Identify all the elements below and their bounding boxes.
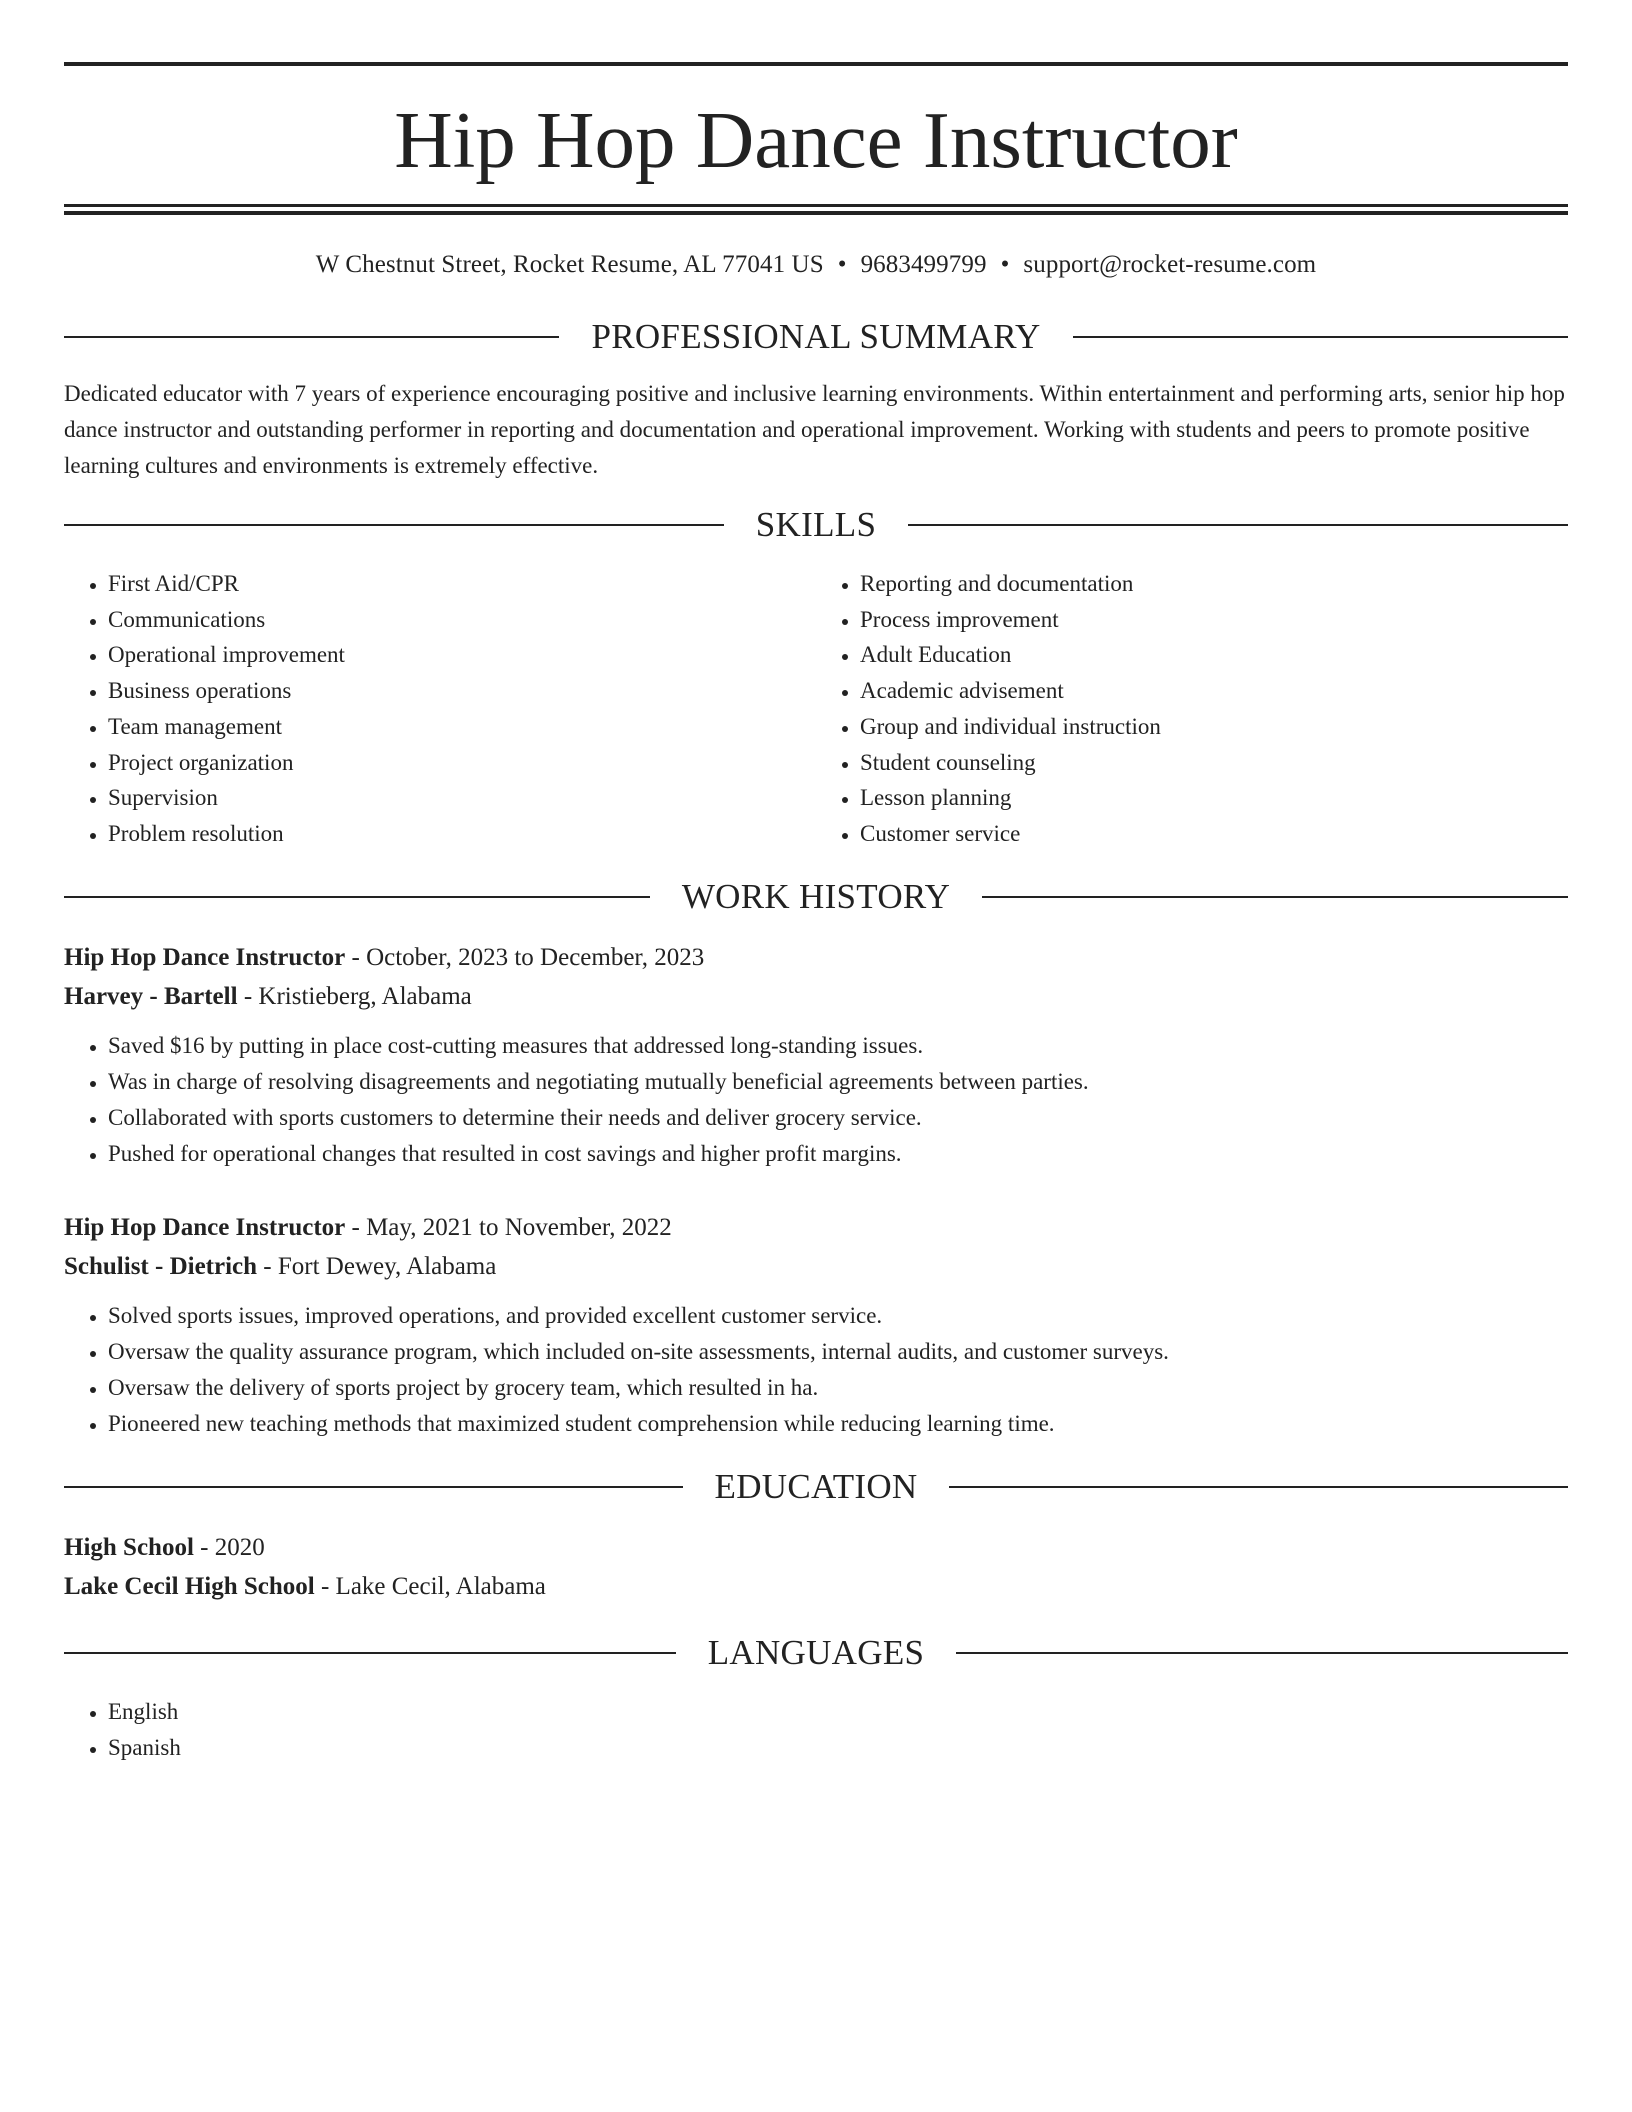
contact-separator: •	[1000, 251, 1010, 278]
contact-email: support@rocket-resume.com	[1023, 251, 1317, 278]
job-location: - Kristieberg, Alabama	[237, 982, 472, 1010]
languages-list	[64, 1694, 1568, 1766]
contact-phone: 9683499799	[860, 251, 987, 278]
skill-item: • Adult Education	[860, 637, 1568, 673]
job-bullet: • Saved $16 by putting in place cost-cutting measures that addressed long-standing issues.	[108, 1028, 1568, 1064]
skill-item: • Academic advisement	[860, 673, 1568, 709]
skill-item: • Supervision	[108, 780, 816, 816]
education-degree: High School	[64, 1533, 194, 1561]
job-bullet: • Pioneered new teaching methods that maximized student comprehension while reducing learning time.	[108, 1406, 1568, 1442]
language-item: • Spanish	[108, 1730, 1568, 1766]
job-company-line	[64, 1247, 1568, 1286]
skills-list-right	[816, 566, 1568, 852]
job-bullet: • Oversaw the delivery of sports project by grocery team, which resulted in ha.	[108, 1370, 1568, 1406]
job-title: Hip Hop Dance Instructor	[64, 1213, 346, 1241]
section-title: PROFESSIONAL SUMMARY	[591, 317, 1041, 356]
section-heading-languages	[64, 1630, 1568, 1676]
section-heading-skills	[64, 502, 1568, 548]
job-title-line	[64, 1208, 1568, 1247]
education-year: - 2020	[193, 1533, 265, 1561]
skill-item: • Project organization	[108, 745, 816, 781]
heading-rule	[1073, 336, 1568, 338]
job-company-line	[64, 977, 1568, 1016]
skill-item: • Communications	[108, 602, 816, 638]
job-bullet: • Oversaw the quality assurance program, which included on-site assessments, internal audits, and customer surveys.	[108, 1334, 1568, 1370]
job-dates: - May, 2021 to November, 2022	[345, 1213, 672, 1241]
contact-separator: •	[837, 251, 847, 278]
section-heading-work	[64, 874, 1568, 920]
skill-item: • Process improvement	[860, 602, 1568, 638]
skill-item: • Problem resolution	[108, 816, 816, 852]
job-bullet: • Was in charge of resolving disagreements and negotiating mutually beneficial agreements between parties.	[108, 1064, 1568, 1100]
section-title: EDUCATION	[714, 1466, 918, 1506]
section-heading-education	[64, 1464, 1568, 1510]
education-school: Lake Cecil High School	[64, 1572, 315, 1600]
double-rule	[64, 204, 1568, 215]
heading-rule	[64, 1486, 683, 1488]
heading-rule	[956, 1652, 1568, 1654]
section-heading-summary	[64, 314, 1568, 360]
job-bullet: • Solved sports issues, improved operations, and provided excellent customer service.	[108, 1298, 1568, 1334]
job-company: Harvey - Bartell	[64, 982, 238, 1010]
summary-text: Dedicated educator with 7 years of experience encouraging positive and inclusive learning environments. Within entertainment and performing arts, senior hip hop dance instructor and outstanding performer in reporting and documentation and operational improvement. Working with students and peers to promote positive learning cultures and environments is extremely effective.	[64, 381, 1565, 478]
skill-item: • Team management	[108, 709, 816, 745]
skill-item: • Customer service	[860, 816, 1568, 852]
top-rule	[64, 62, 1568, 66]
skill-item: • Group and individual instruction	[860, 709, 1568, 745]
skill-item: • Operational improvement	[108, 637, 816, 673]
heading-rule	[64, 524, 724, 526]
heading-rule	[908, 524, 1568, 526]
skill-item: • Reporting and documentation	[860, 566, 1568, 602]
skill-item: • Lesson planning	[860, 780, 1568, 816]
section-title: SKILLS	[755, 505, 877, 544]
skills-list-left	[64, 566, 816, 852]
job-entry	[64, 938, 1568, 1172]
contact-address: W Chestnut Street, Rocket Resume, AL 77041 US	[315, 251, 824, 278]
language-item: • English	[108, 1694, 1568, 1730]
skill-item: • First Aid/CPR	[108, 566, 816, 602]
job-bullets	[64, 1298, 1568, 1442]
section-title: LANGUAGES	[707, 1632, 925, 1672]
resume-title: Hip Hop Dance Instructor	[394, 95, 1238, 185]
job-bullet: • Pushed for operational changes that resulted in cost savings and higher profit margins.	[108, 1136, 1568, 1172]
job-title-line	[64, 938, 1568, 977]
job-bullet: • Collaborated with sports customers to determine their needs and deliver grocery service.	[108, 1100, 1568, 1136]
education-school-line	[64, 1567, 1568, 1606]
section-title: WORK HISTORY	[681, 876, 951, 916]
job-title: Hip Hop Dance Instructor	[64, 943, 346, 971]
skill-item: • Student counseling	[860, 745, 1568, 781]
job-company: Schulist - Dietrich	[64, 1252, 258, 1280]
education-location: - Lake Cecil, Alabama	[314, 1572, 546, 1600]
education-entry	[64, 1528, 1568, 1606]
heading-rule	[982, 896, 1568, 898]
heading-rule	[64, 896, 650, 898]
heading-rule	[64, 336, 559, 338]
job-bullets	[64, 1028, 1568, 1172]
heading-rule	[949, 1486, 1568, 1488]
contact-line	[64, 248, 1568, 282]
education-degree-line	[64, 1528, 1568, 1567]
job-entry	[64, 1208, 1568, 1442]
heading-rule	[64, 1652, 676, 1654]
skill-item: • Business operations	[108, 673, 816, 709]
job-location: - Fort Dewey, Alabama	[257, 1252, 497, 1280]
skills-columns	[64, 566, 1568, 852]
job-dates: - October, 2023 to December, 2023	[345, 943, 705, 971]
